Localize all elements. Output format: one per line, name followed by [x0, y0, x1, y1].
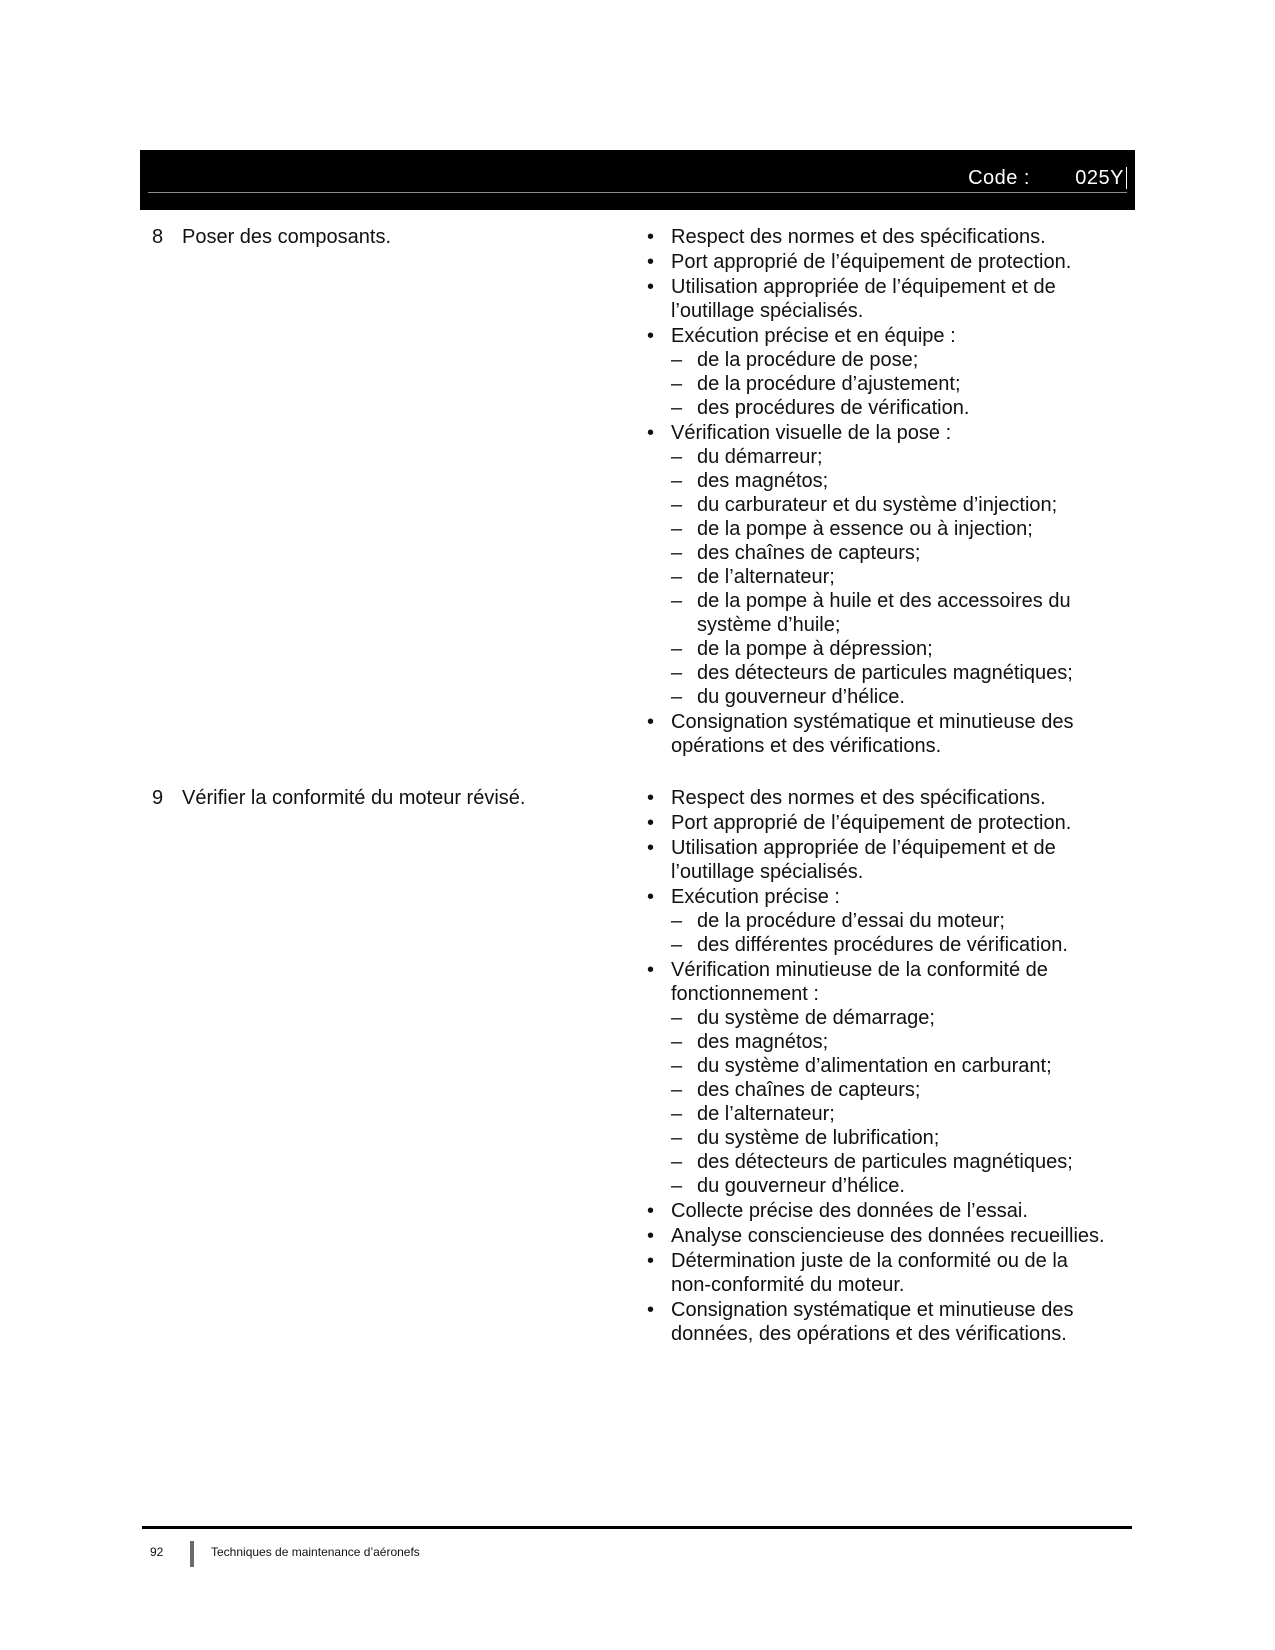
page-number: 92: [150, 1545, 164, 1559]
sub-item: – des détecteurs de particules magnétiques;: [671, 662, 1073, 684]
sub-item: – des différentes procédures de vérification.: [671, 934, 1068, 956]
header-divider: [148, 192, 1127, 193]
sub-item: – de la procédure d’essai du moteur;: [671, 910, 1005, 932]
criteria-item: • Utilisation appropriée de l’équipement et de l’outillage spécialisés.: [647, 837, 1056, 883]
step-number: 8: [152, 226, 164, 248]
dash-icon: –: [671, 470, 683, 492]
dash-icon: –: [671, 910, 683, 932]
sub-item: – du système de lubrification;: [671, 1127, 940, 1149]
criteria-item: • Port approprié de l’équipement de protection.: [647, 251, 1072, 273]
sub-item: – des détecteurs de particules magnétiques;: [671, 1151, 1073, 1173]
bullet-icon: •: [647, 1299, 655, 1321]
sub-list: [671, 445, 1107, 709]
dash-icon: –: [671, 934, 683, 956]
footer-divider: [142, 1526, 1132, 1529]
dash-icon: –: [671, 1103, 683, 1125]
dash-icon: –: [671, 397, 683, 419]
criteria-item: • Consignation systématique et minutieuse des opérations et des vérifications.: [647, 711, 1074, 757]
sub-list: [671, 348, 1107, 420]
criteria-item: • Respect des normes et des spécifications.: [647, 226, 1046, 248]
sub-item: – des chaînes de capteurs;: [671, 542, 921, 564]
sub-item: – du système d’alimentation en carburant;: [671, 1055, 1052, 1077]
dash-icon: –: [671, 1055, 683, 1077]
dash-icon: –: [671, 638, 683, 660]
bullet-icon: •: [647, 325, 655, 347]
criteria-item: • Analyse consciencieuse des données recueillies.: [647, 1225, 1105, 1247]
code-label: Code :: [968, 167, 1030, 189]
criteria-item: • Exécution précise : – de la procédure d’essai du moteur; – des différentes procédures de vérification.: [647, 885, 1107, 957]
dash-icon: –: [671, 1175, 683, 1197]
criteria-list: [647, 225, 1107, 759]
criteria-item: • Détermination juste de la conformité ou de la non-conformité du moteur.: [647, 1250, 1068, 1296]
step-title: Vérifier la conformité du moteur révisé.: [182, 787, 526, 809]
sub-item: – des chaînes de capteurs;: [671, 1079, 921, 1101]
bullet-icon: •: [647, 1200, 655, 1222]
bullet-icon: •: [647, 959, 655, 981]
sub-item: – de l’alternateur;: [671, 566, 835, 588]
dash-icon: –: [671, 1007, 683, 1029]
criteria-item: • Port approprié de l’équipement de protection.: [647, 812, 1072, 834]
bullet-icon: •: [647, 711, 655, 733]
bullet-icon: •: [647, 251, 655, 273]
sub-item: – du carburateur et du système d’injection;: [671, 494, 1058, 516]
code-value: 025Y: [1075, 167, 1127, 189]
dash-icon: –: [671, 494, 683, 516]
dash-icon: –: [671, 542, 683, 564]
dash-icon: –: [671, 662, 683, 684]
dash-icon: –: [671, 590, 683, 612]
dash-icon: –: [671, 446, 683, 468]
header-bar: [140, 150, 1135, 210]
step-number: 9: [152, 787, 164, 809]
footer-title: Techniques de maintenance d’aéronefs: [211, 1545, 420, 1559]
sub-item: – de la procédure d’ajustement;: [671, 373, 961, 395]
sub-item: – de la pompe à dépression;: [671, 638, 933, 660]
sub-item: – des procédures de vérification.: [671, 397, 970, 419]
sub-item: – de l’alternateur;: [671, 1103, 835, 1125]
dash-icon: –: [671, 566, 683, 588]
dash-icon: –: [671, 1079, 683, 1101]
sub-item: – de la pompe à essence ou à injection;: [671, 518, 1033, 540]
bullet-icon: •: [647, 886, 655, 908]
dash-icon: –: [671, 1127, 683, 1149]
bullet-icon: •: [647, 787, 655, 809]
sub-list: [671, 909, 1107, 957]
dash-icon: –: [671, 1151, 683, 1173]
sub-item: – du démarreur;: [671, 446, 823, 468]
criteria-item: • Vérification visuelle de la pose : – du démarreur; – des magnétos; – du carburateur et du système d’injection; – de la pompe à essence ou à injection; – des chaînes de capteurs; – de l’alternateur; – de la pompe à huile et des accessoires du système d’huile; – de la pompe à dépression; – des détecteurs de particules magnétiques; – du gouverneur d’hélice.: [647, 421, 1107, 709]
sub-item: – des magnétos;: [671, 470, 829, 492]
criteria-item: • Utilisation appropriée de l’équipement et de l’outillage spécialisés.: [647, 276, 1056, 322]
footer-separator: [190, 1541, 194, 1567]
sub-item: – des magnétos;: [671, 1031, 829, 1053]
criteria-item: • Respect des normes et des spécifications.: [647, 787, 1046, 809]
dash-icon: –: [671, 518, 683, 540]
bullet-icon: •: [647, 226, 655, 248]
dash-icon: –: [671, 373, 683, 395]
step-title: Poser des composants.: [182, 226, 391, 248]
sub-item: – du système de démarrage;: [671, 1007, 935, 1029]
criteria-item: • Vérification minutieuse de la conformité de fonctionnement : – du système de démarrage; – des magnétos; – du système d’alimentation en carburant; – des chaînes de capteurs; – de l’alternateur; – du système de lubrification; – des détecteurs de particules magnétiques; – du gouverneur d’hélice.: [647, 958, 1107, 1198]
dash-icon: –: [671, 1031, 683, 1053]
bullet-icon: •: [647, 812, 655, 834]
criteria-item: • Exécution précise et en équipe : – de la procédure de pose; – de la procédure d’ajustement; – des procédures de vérification.: [647, 324, 1107, 420]
sub-item: – du gouverneur d’hélice.: [671, 686, 905, 708]
sub-item: – de la procédure de pose;: [671, 349, 919, 371]
sub-item: – du gouverneur d’hélice.: [671, 1175, 905, 1197]
sub-list: [671, 1006, 1107, 1198]
bullet-icon: •: [647, 1225, 655, 1247]
dash-icon: –: [671, 349, 683, 371]
bullet-icon: •: [647, 1250, 655, 1272]
dash-icon: –: [671, 686, 683, 708]
sub-item: – de la pompe à huile et des accessoires du système d’huile;: [671, 590, 1071, 636]
criteria-item: • Collecte précise des données de l’essai.: [647, 1200, 1028, 1222]
bullet-icon: •: [647, 422, 655, 444]
bullet-icon: •: [647, 837, 655, 859]
criteria-list: [647, 786, 1107, 1347]
criteria-item: • Consignation systématique et minutieuse des données, des opérations et des vérifications.: [647, 1299, 1074, 1345]
bullet-icon: •: [647, 276, 655, 298]
